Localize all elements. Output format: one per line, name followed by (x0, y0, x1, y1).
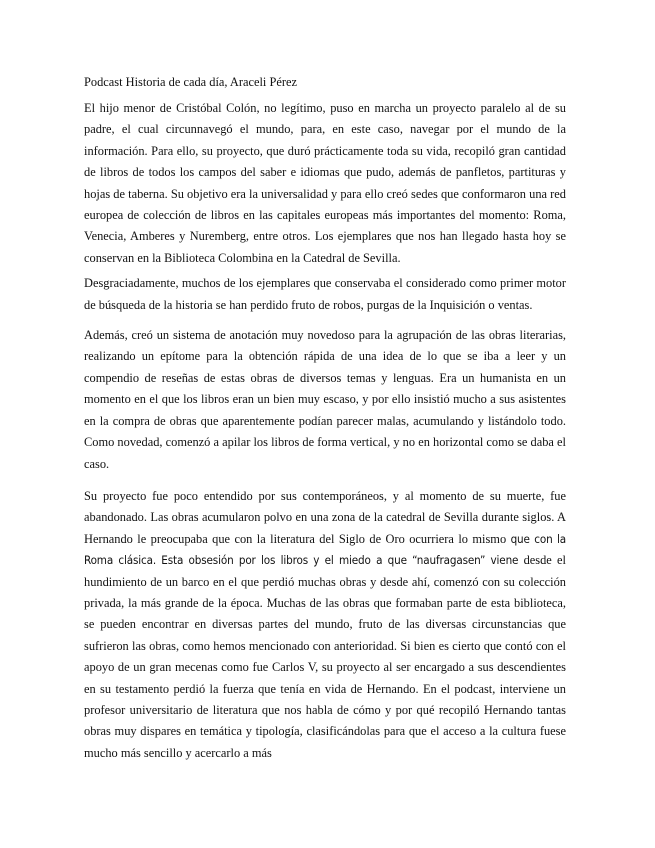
paragraph-4 (84, 486, 566, 764)
paragraph-3: Además, creó un sistema de anotación muy novedoso para la agrupación de las obras literarias, realizando un epítome para la obtención rápida de una idea de lo que se iba a leer y un compendio de reseñas de estas obras de diversos temas y lenguas. Era un humanista en un momento en el que los libros eran un bien muy escaso, y por ello insistió mucho a sus asistentes en la compra de obras que aparentemente podían parecer malas, acumulando y listándolo todo. Como novedad, comenzó a apilar los libros de forma vertical, y no en horizontal como se daba el caso. (84, 328, 566, 471)
paragraph-2: Desgraciadamente, muchos de los ejemplares que conservaba el considerado como primer motor de búsqueda de la historia se han perdido fruto de robos, purgas de la Inquisición o ventas. (84, 276, 566, 312)
paragraph-4-part-2: desde el hundimiento de un barco en el que perdió muchas obras y desde ahí, comenzó con su colección privada, la más grande de la época. Muchas de las obras que formaban parte de esta biblioteca, se pueden encontrar en diversas partes del mundo, fruto de las diversas circunstancias que sufrieron las obras, como hemos mencionado con anterioridad. Si bien es cierto que contó con el apoyo de un gran mecenas como fue Carlos V, su proyecto al ser encargado a sus descendientes en su testamento perdió la fuerza que tenía en vida de Hernando. En el podcast, interviene un profesor universitario de literatura que nos habla de cómo y por qué recopiló Hernando tantas obras muy dispares en temática y tipología, clasificándolas para que el acceso a la cultura fuese mucho más sencillo y acercarlo a más (84, 553, 566, 760)
document-title: Podcast Historia de cada día, Araceli Pérez (84, 75, 297, 89)
paragraph-4-part-1: Su proyecto fue poco entendido por sus contemporáneos, y al momento de su muerte, fue abandonado. Las obras acumularon polvo en una zona de la catedral de Sevilla durante siglos. A Hernando le preocupaba que con la literatura del Siglo de Oro ocurriera lo mismo (84, 488, 566, 546)
paragraph-4-alt-font-line: que con la Roma clásica. Esta obsesión por los libros y el miedo a que “naufragasen” viene (84, 531, 566, 568)
paragraph-1: El hijo menor de Cristóbal Colón, no legítimo, puso en marcha un proyecto paralelo al de su padre, el cual circunnavegó el mundo, para, en este caso, navegar por el mundo de la información. Para ello, su proyecto, que duró prácticamente toda su vida, recopiló gran cantidad de libros de todos los campos del saber e idiomas que pudo, además de panfletos, partituras y hojas de taberna. Su objetivo era la universalidad y para ello creó sedes que conformaron una red europea de colección de libros en las capitales europeas más importantes del momento: Roma, Venecia, Amberes y Nuremberg, entre otros. Los ejemplares que nos han llegado hasta hoy se conservan en la Biblioteca Colombina en la Catedral de Sevilla. (84, 101, 566, 265)
document-body (84, 70, 566, 764)
